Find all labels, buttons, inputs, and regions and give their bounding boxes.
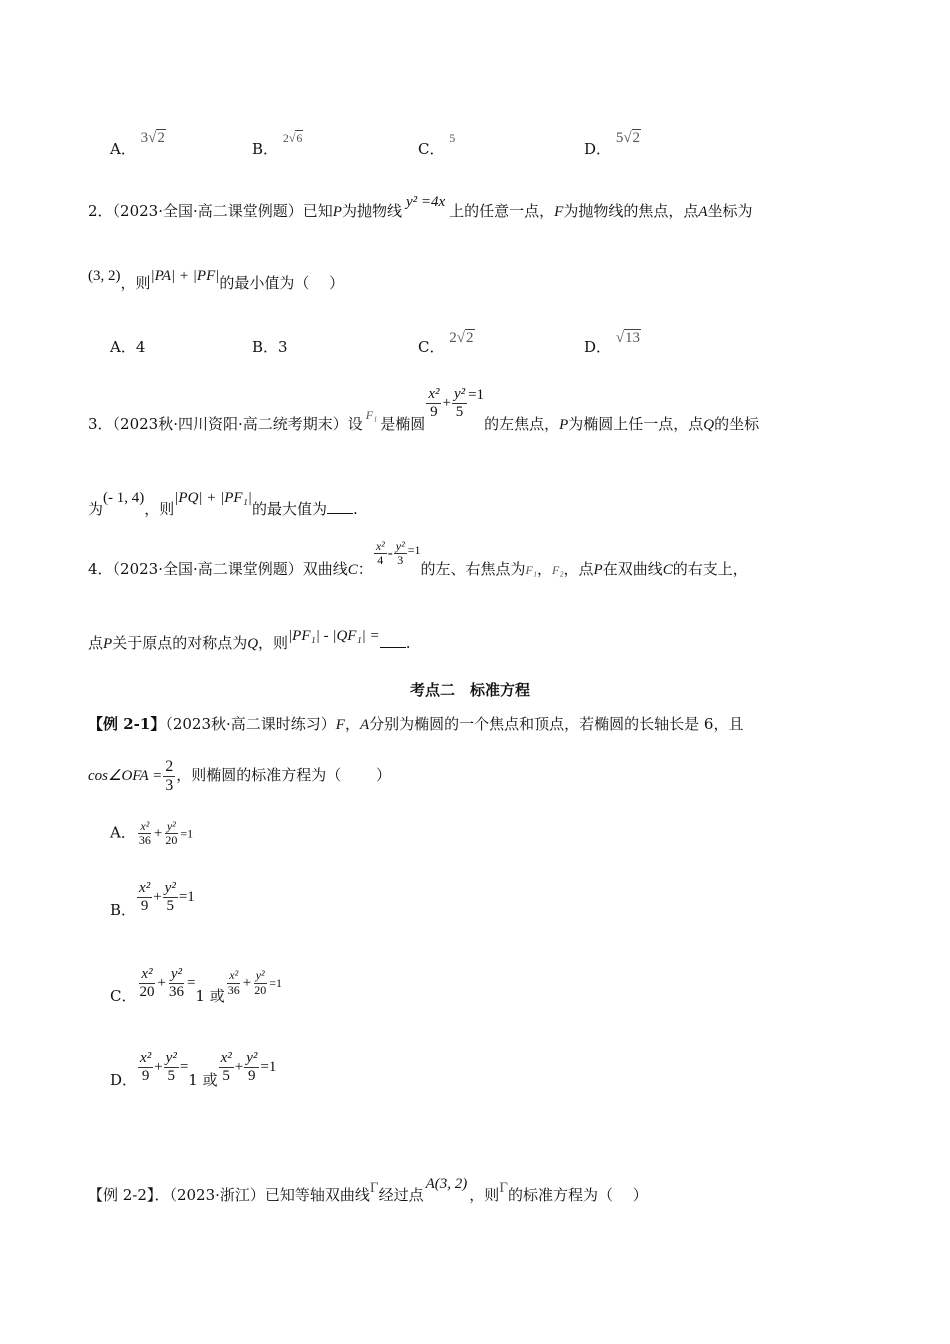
q2-line1: 2．（2023·全国·高二课堂例题）已知P为抛物线 y² =4x 上的任意一点，F为抛物线的焦点，点A坐标为: [88, 194, 753, 220]
ex21-label: 【例 2-1】: [88, 715, 166, 733]
q1-option-d: D． 5√2: [584, 130, 641, 158]
q2-expression: |PA| + |PF|: [150, 268, 220, 284]
ex21-option-b[interactable]: B． $\frac{\text{x²}}{9}$ + $\frac{\text{y²}}{5}$ =1: [110, 880, 195, 919]
ex21-line1: 【例 2-1】（2023秋·高二课时练习）F，A分别为椭圆的一个焦点和顶点，若椭圆的长轴长是 6，且: [88, 715, 744, 733]
q4-hyperbola-frac2: $\frac{\text{y²}}{3}$: [395, 539, 405, 568]
q3-ellipse-frac2: $\frac{\text{y²}}{5}$: [453, 386, 466, 420]
point-a-coord: (3, 2): [88, 268, 121, 284]
q3-line1: 3．（2023秋·四川资阳·高二统考期末）设 $_{F_1}$ 是椭圆 $\frac{\text{x²}}{9}$ + $\frac{\text{y²}}{5}$ =1的左焦点，P为椭圆上任一点，点Q的坐标: [88, 386, 760, 433]
q1-option-b-value: 2√6: [282, 131, 303, 145]
q3-ellipse-frac1: $\frac{\text{x²}}{9}$: [428, 386, 440, 420]
point-a-coord-2: A(3, 2): [425, 1176, 468, 1192]
q4-line1: 4．（2023·全国·高二课堂例题）双曲线C： $\frac{\text{x²}}{4}$ - $\frac{\text{y²}}{3}$ $^{=1}$的左、右焦点为$_{F_1}$，$_{F_2}$，点P在双曲线C的右支上，: [88, 539, 748, 578]
ex21-option-c[interactable]: C． $\frac{\text{x²}}{20}$ + $\frac{\text{y²}}{36}$ =1 或 $\frac{\text{x²}}{36}$ + $\frac{\text{y²}}{20}$ =1: [110, 966, 282, 1005]
q1-option-d-value: 5√2: [615, 130, 641, 146]
ex21-option-a[interactable]: A． $\frac{\text{x²}}{36}$ + $\frac{\text{y²}}{20}$ =1: [110, 819, 194, 848]
q2-option-b: B．3: [252, 338, 288, 356]
q4-line2: 点P关于原点的对称点为Q，则|PF₁| - |QF₁| = .: [88, 628, 411, 652]
ex21-option-d[interactable]: D． $\frac{\text{x²}}{9}$ + $\frac{\text{y²}}{5}$ =1 或 $\frac{\text{x²}}{5}$ + $\frac{\text{y²}}{9}$ =1: [110, 1050, 277, 1089]
q1-option-a: A． 3√2: [110, 130, 165, 158]
q4-hyperbola-frac1: $\frac{\text{x²}}{4}$: [375, 539, 385, 568]
cos-expression: cos∠OFA =: [88, 768, 163, 785]
q2-option-c: C． 2√2: [418, 330, 474, 356]
ex21-line2: cos∠OFA = $\frac{2}{3}$ ，则椭圆的标准方程为（ ）: [88, 758, 392, 794]
q3-answer-blank[interactable]: [327, 499, 353, 514]
q2-option-a: A．4: [110, 338, 146, 356]
q2-line2: (3, 2)，则|PA| + |PF|的最小值为（ ）: [88, 268, 345, 292]
q2-option-d-value: √13: [615, 330, 641, 346]
q1-option-a-value: 3√2: [140, 130, 165, 146]
q2-option-d: D． √13: [584, 330, 641, 356]
q3-f1-symbol: F₁: [365, 408, 378, 422]
q1-option-c: C． $^5$: [418, 131, 456, 158]
ex22-label: 【例 2-2】: [88, 1186, 155, 1204]
q4-answer-blank[interactable]: [380, 633, 406, 648]
cos-fraction: $\frac{2}{3}$: [165, 758, 174, 794]
q4-expression: |PF₁| - |QF₁| =: [288, 628, 380, 644]
parabola-equation: y² =4x: [405, 194, 446, 210]
point-q-coord: (- 1, 4): [103, 490, 145, 506]
q2-option-c-value: 2√2: [449, 330, 474, 346]
q3-expression: |PQ| + |PF₁|: [174, 490, 252, 506]
q3-line2: 为(- 1, 4)，则|PQ| + |PF₁|的最大值为 .: [88, 490, 358, 518]
q1-option-b: B． $^{2√6}$: [252, 131, 303, 158]
section-title: 考点二 标准方程: [410, 681, 531, 699]
ex22-line: 【例 2-2】．（2023·浙江）已知等轴双曲线Γ经过点A(3, 2)，则Γ的标准方程为（ ）: [88, 1176, 648, 1204]
